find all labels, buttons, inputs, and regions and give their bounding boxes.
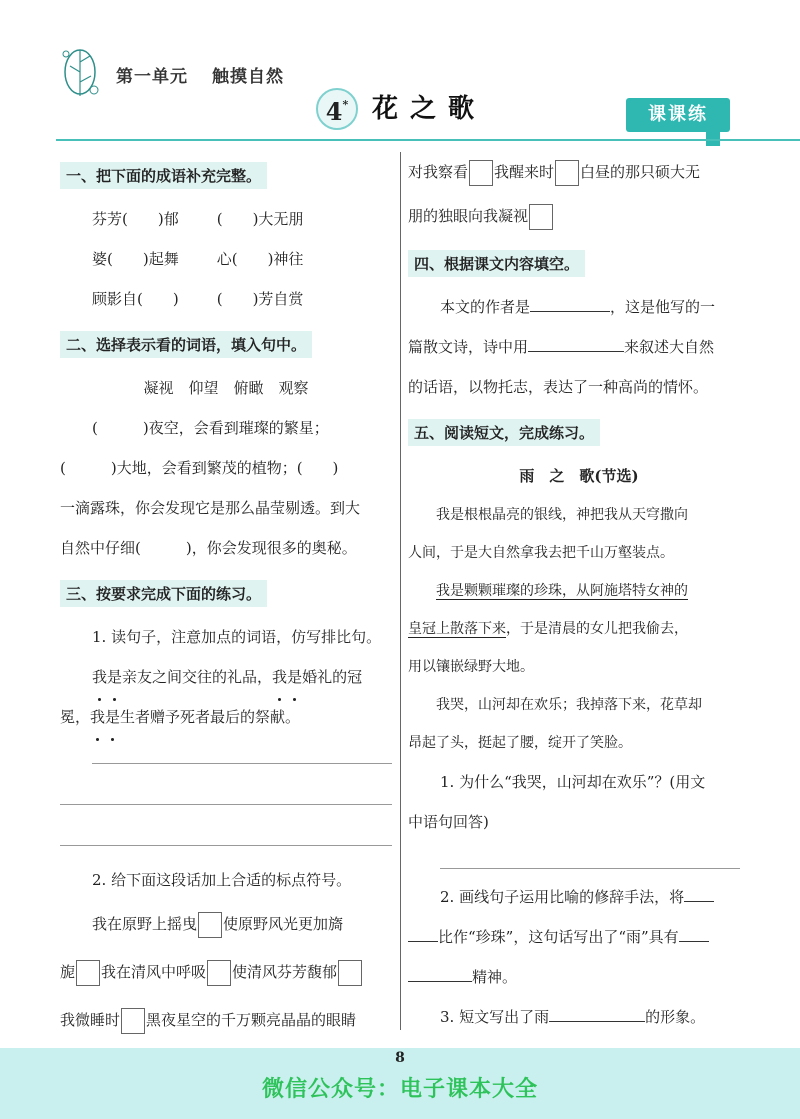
- punct-line: 朋的独眼向我凝视: [408, 194, 750, 238]
- q5-heading: 五、阅读短文，完成练习。: [408, 419, 600, 446]
- question-1-cont: 中语句回答): [408, 813, 489, 831]
- q2-line: 自然中仔细( )，你会发现很多的奥秘。: [60, 539, 357, 557]
- q3-item1-prompt: 1. 读句子，注意加点的词语，仿写排比句。: [92, 628, 382, 646]
- punct-line: 旎 我在清风中呼吸 使清风芬芳馥郁: [60, 948, 392, 996]
- punct-box[interactable]: [555, 160, 579, 186]
- passage-line: 人间，于是大自然拿我去把千山万壑装点。: [408, 545, 674, 561]
- passage-line: 用以镶嵌绿野大地。: [408, 659, 534, 675]
- punct-box[interactable]: [198, 912, 222, 938]
- practice-badge: 课课练: [626, 98, 730, 132]
- idiom-row: 芬芳( )郁 ( )大无朋: [92, 210, 304, 228]
- punct-box[interactable]: [121, 1008, 145, 1034]
- punct-box[interactable]: [529, 204, 553, 230]
- q3-example-line: 冕，我是生者赠予死者最后的祭献。: [60, 697, 392, 737]
- punct-line: 我微睡时 黑夜星空的千万颗亮晶晶的眼睛: [60, 996, 392, 1044]
- q4-line: 本文的作者是 ，这是他写的一: [408, 287, 750, 327]
- fill-blank[interactable]: [408, 965, 472, 982]
- punct-box[interactable]: [207, 960, 231, 986]
- punct-box[interactable]: [338, 960, 362, 986]
- question-1: 1. 为什么“我哭，山河却在欢乐”？(用文: [440, 773, 706, 791]
- question-2-cont: 比作“珍珠”，这句话写出了“雨”具有: [408, 917, 750, 957]
- q4-line: 篇散文诗，诗中用 来叙述大自然: [408, 327, 750, 367]
- q3-item2-prompt: 2. 给下面这段话加上合适的标点符号。: [92, 871, 352, 889]
- passage-line: 我是根根晶亮的银线，神把我从天穹撒向: [436, 507, 688, 523]
- fill-blank[interactable]: [528, 335, 624, 352]
- unit-heading: 第一单元 触摸自然: [116, 67, 284, 86]
- punct-box[interactable]: [76, 960, 100, 986]
- passage-line: 我哭，山河却在欢乐；我掉落下来，花草却: [436, 697, 702, 713]
- lesson-title: 花之歌: [372, 94, 487, 124]
- idiom-row: 婆( )起舞 心( )神往: [92, 250, 304, 268]
- q2-heading: 二、选择表示看的词语，填入句中。: [60, 331, 312, 358]
- punct-box[interactable]: [469, 160, 493, 186]
- q4-line: 的话语，以物托志，表达了一种高尚的情怀。: [408, 378, 709, 396]
- column-divider: [400, 152, 401, 1030]
- header-rule: [56, 139, 800, 141]
- fill-blank[interactable]: [408, 925, 438, 942]
- passage-line: 昂起了头，挺起了腰，绽开了笑脸。: [408, 735, 632, 751]
- idiom-row: 顾影自( ) ( )芳自赏: [92, 290, 304, 308]
- word-bank: 凝视 仰望 俯瞰 观察: [143, 379, 309, 397]
- question-2: 2. 画线句子运用比喻的修辞手法，将: [408, 877, 750, 917]
- right-column: [408, 150, 750, 1037]
- passage-title: 雨 之 歌(节选): [519, 467, 639, 485]
- fill-blank[interactable]: [530, 295, 610, 312]
- fill-blank[interactable]: [679, 925, 709, 942]
- page-number: 8: [395, 1050, 405, 1066]
- question-3: 3. 短文写出了雨 的形象。: [408, 997, 750, 1037]
- question-2-cont: 精神。: [408, 957, 750, 997]
- q2-line: 一滴露珠，你会发现它是那么晶莹剔透。到大: [60, 499, 361, 517]
- left-column: [60, 150, 392, 1044]
- fill-blank[interactable]: [684, 885, 714, 902]
- fill-blank[interactable]: [549, 1005, 645, 1022]
- watermark: 微信公众号：电子课本大全: [261, 1077, 538, 1102]
- q2-line: ( )大地，会看到繁茂的植物；( ): [60, 459, 339, 477]
- q2-line: ( )夜空，会看到璀璨的繁星；: [92, 419, 329, 437]
- underlined-sentence: 我是颗颗璀璨的珍珠，从阿施塔特女神的: [436, 583, 688, 599]
- q4-heading: 四、根据课文内容填空。: [408, 250, 585, 277]
- punct-line: 我在原野上摇曳 使原野风光更加旖: [60, 900, 392, 948]
- unit-leaf-icon: [58, 42, 106, 100]
- passage-line: 皇冠上散落下来，于是清晨的女儿把我偷去，: [408, 621, 688, 637]
- q1-heading: 一、把下面的成语补充完整。: [60, 162, 267, 189]
- punct-line: 对我察看 我醒来时 白昼的那只硕大无: [408, 150, 750, 194]
- lesson-number: 4*: [316, 88, 358, 130]
- q3-heading: 三、按要求完成下面的练习。: [60, 580, 267, 607]
- q3-example-line: 我是亲友之间交往的礼品，我是婚礼的冠: [60, 657, 392, 697]
